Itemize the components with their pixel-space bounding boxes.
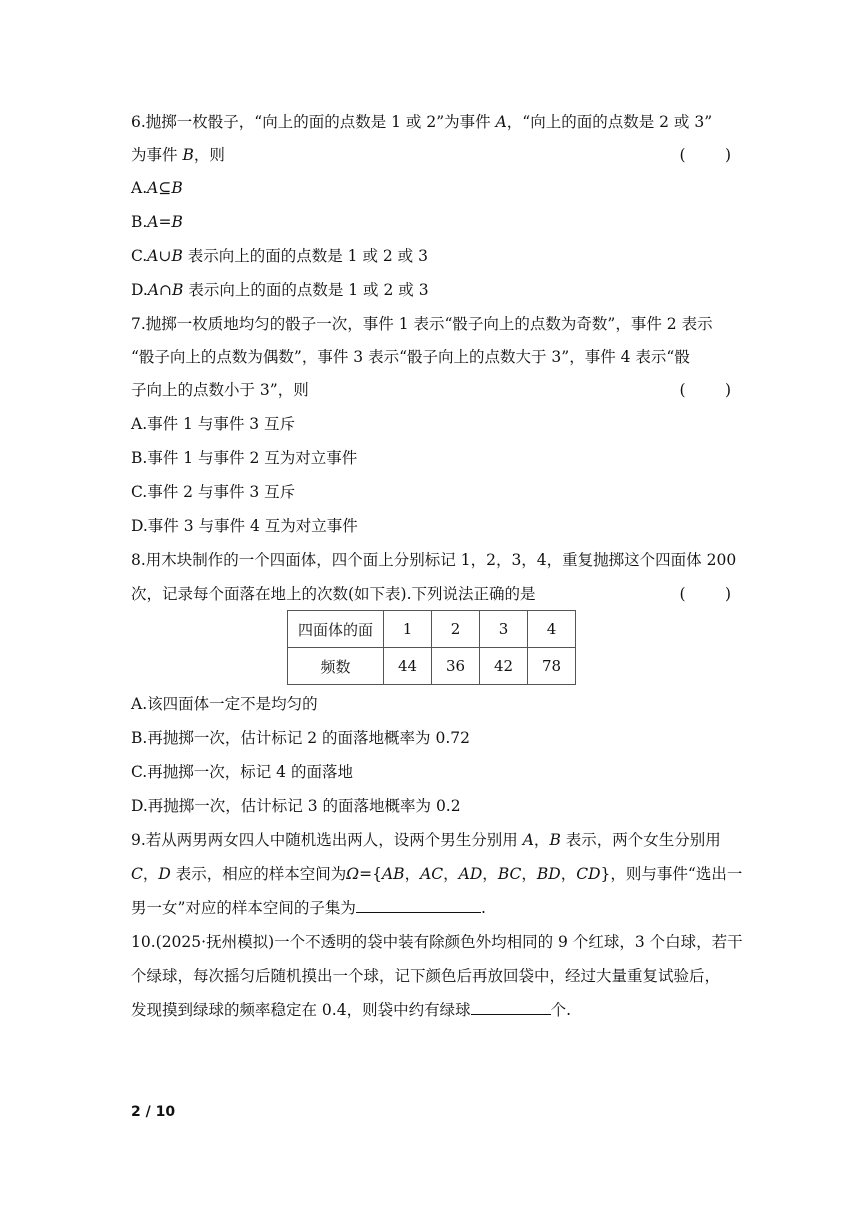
option-prefix: D. bbox=[131, 281, 148, 299]
table-header-cell: 四面体的面 bbox=[288, 611, 384, 648]
option-var: B bbox=[171, 213, 183, 231]
q9-line-1 bbox=[131, 828, 731, 852]
q9-text: ，则与事件“选出一 bbox=[610, 865, 743, 883]
q10-text: 发现摸到绿球的频率稳定在 0.4，则袋中约有绿球 bbox=[131, 1001, 471, 1019]
table-cell: 2 bbox=[432, 611, 480, 648]
table-cell: 3 bbox=[480, 611, 528, 648]
q9-omega: Ω bbox=[346, 865, 360, 883]
option-var: B bbox=[171, 247, 183, 265]
q9-sep: ， bbox=[533, 831, 550, 849]
q8-option-b: B.再抛掷一次，估计标记 2 的面落地概率为 0.72 bbox=[131, 729, 470, 747]
q8-answer-bracket: ( ) bbox=[679, 585, 731, 603]
q10-line-1: 10.(2025·抚州模拟)一个不透明的袋中装有除颜色外均相同的 9 个红球，3 个白球，若干 bbox=[131, 933, 743, 951]
q7-option-c: C.事件 2 与事件 3 互斥 bbox=[131, 483, 296, 501]
table-cell: 42 bbox=[480, 648, 528, 685]
option-var: B bbox=[172, 281, 184, 299]
table-cell: 78 bbox=[528, 648, 576, 685]
q9-sep: ， bbox=[142, 865, 159, 883]
option-operator: ∩ bbox=[159, 281, 173, 299]
option-text: 表示向上的面的点数是 1 或 2 或 3 bbox=[182, 247, 428, 265]
option-operator: ⊆ bbox=[158, 179, 172, 197]
q8-option-c: C.再抛掷一次，标记 4 的面落地 bbox=[131, 763, 353, 781]
q9-set-sep: ， bbox=[404, 865, 421, 883]
q9-line-2 bbox=[131, 862, 743, 886]
option-prefix: C. bbox=[131, 247, 148, 265]
option-text: 表示向上的面的点数是 1 或 2 或 3 bbox=[183, 281, 429, 299]
q8-line-1: 8.用木块制作的一个四面体，四个面上分别标记 1，2，3，4，重复抛掷这个四面体 200 bbox=[131, 551, 737, 569]
q6-text: ，则 bbox=[193, 146, 225, 164]
q9-set-sep: ， bbox=[521, 865, 537, 883]
option-var: A bbox=[147, 179, 159, 197]
q9-set-sep: ， bbox=[482, 865, 498, 883]
q9-text: 9.若从两男两女四人中随机选出两人，设两个男生分别用 bbox=[131, 831, 523, 849]
option-operator: = bbox=[158, 213, 172, 231]
q7-option-a: A.事件 1 与事件 3 互斥 bbox=[131, 415, 296, 433]
q9-set-item: BC bbox=[497, 865, 522, 883]
q7-line-3: 子向上的点数小于 3”，则 bbox=[131, 381, 309, 399]
q7-answer-bracket: ( ) bbox=[679, 381, 731, 399]
q7-line-1: 7.抛掷一枚质地均匀的骰子一次，事件 1 表示“骰子向上的点数为奇数”，事件 2 表示 bbox=[131, 315, 713, 333]
table-cell: 1 bbox=[384, 611, 432, 648]
q10-line-3 bbox=[131, 998, 731, 1022]
table-cell: 4 bbox=[528, 611, 576, 648]
q6-line-1 bbox=[131, 110, 731, 134]
table-cell: 36 bbox=[432, 648, 480, 685]
q9-line-3 bbox=[131, 896, 731, 920]
q9-var: C bbox=[131, 865, 143, 883]
table-cell: 44 bbox=[384, 648, 432, 685]
q8-option-a: A.该四面体一定不是均匀的 bbox=[131, 695, 318, 713]
q6-option-d bbox=[131, 278, 731, 302]
q9-text: 表示，相应的样本空间为 bbox=[170, 865, 347, 883]
option-var: A bbox=[147, 281, 160, 299]
table-row bbox=[288, 648, 576, 685]
answer-blank[interactable] bbox=[356, 896, 481, 913]
option-operator: ∪ bbox=[158, 247, 172, 265]
q8-line-2: 次，记录每个面落在地上的次数(如下表).下列说法正确的是 bbox=[131, 585, 536, 603]
q9-set-sep: ， bbox=[560, 865, 577, 883]
q7-option-b: B.事件 1 与事件 2 互为对立事件 bbox=[131, 449, 358, 467]
q6-text: 6.抛掷一枚骰子，“向上的面的点数是 1 或 2”为事件 bbox=[131, 113, 496, 131]
q9-set-sep: ， bbox=[443, 865, 459, 883]
frequency-table bbox=[287, 610, 576, 685]
table-header-cell: 频数 bbox=[288, 648, 384, 685]
option-var: B bbox=[171, 179, 183, 197]
q9-var: A bbox=[522, 831, 534, 849]
q9-text: 男一女”对应的样本空间的子集为 bbox=[131, 899, 356, 917]
q6-var-b: B bbox=[182, 146, 194, 164]
q6-option-c bbox=[131, 244, 731, 268]
q9-text: . bbox=[480, 899, 486, 917]
q9-var: B bbox=[549, 831, 561, 849]
q6-option-a bbox=[131, 176, 731, 200]
q6-option-b bbox=[131, 210, 731, 234]
q8-option-d: D.再抛掷一次，估计标记 3 的面落地概率为 0.2 bbox=[131, 797, 461, 815]
q6-text: 为事件 bbox=[131, 146, 183, 164]
page-number: 2 / 10 bbox=[131, 1104, 176, 1120]
q9-var: D bbox=[158, 865, 171, 883]
q9-set-item: AD bbox=[458, 865, 483, 883]
option-prefix: A. bbox=[131, 179, 148, 197]
q9-set-brace: } bbox=[600, 865, 611, 883]
q7-option-d: D.事件 3 与事件 4 互为对立事件 bbox=[131, 517, 358, 535]
q9-set-item: AC bbox=[420, 865, 444, 883]
q9-set-item: BD bbox=[536, 865, 561, 883]
answer-blank[interactable] bbox=[471, 998, 551, 1015]
q9-set-brace: ={ bbox=[359, 865, 382, 883]
q6-answer-bracket: ( ) bbox=[679, 146, 731, 164]
q9-set-item: CD bbox=[576, 865, 601, 883]
q10-text: 个. bbox=[550, 1001, 572, 1019]
option-var: A bbox=[147, 213, 159, 231]
option-var: A bbox=[147, 247, 159, 265]
table-row bbox=[288, 611, 576, 648]
q9-set-item: AB bbox=[381, 865, 405, 883]
q6-text: ，“向上的面的点数是 2 或 3” bbox=[506, 113, 713, 131]
q9-text: 表示，两个女生分别用 bbox=[560, 831, 721, 849]
option-prefix: B. bbox=[131, 213, 148, 231]
q6-var-a: A bbox=[495, 113, 507, 131]
q6-line-2 bbox=[131, 143, 731, 167]
q10-line-2: 个绿球，每次摇匀后随机摸出一个球，记下颜色后再放回袋中，经过大量重复试验后， bbox=[131, 967, 721, 985]
q7-line-2: “骰子向上的点数为偶数”，事件 3 表示“骰子向上的点数大于 3”，事件 4 表示“骰 bbox=[131, 348, 690, 366]
